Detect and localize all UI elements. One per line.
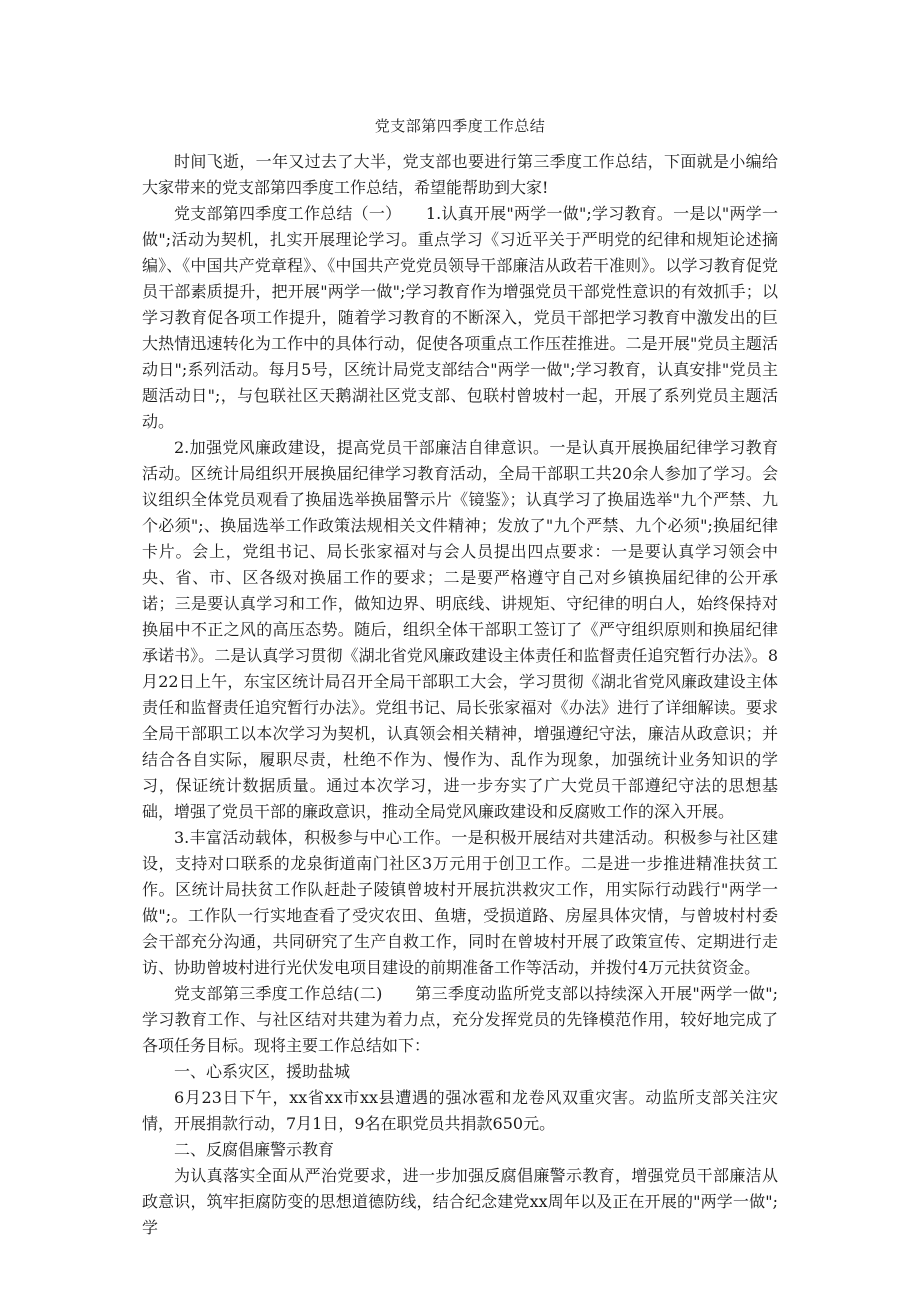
paragraph-section-2: 为认真落实全面从严治党要求，进一步加强反腐倡廉警示教育，增强党员干部廉洁从政意识，筑牢拒腐防变的思想道德防线，结合纪念建党xx周年以及正在开展的"两学一做";学 [142, 1166, 778, 1237]
document-title: 党支部第四季度工作总结 [374, 117, 546, 135]
paragraph-section-1: 6月23日下午，xx省xx市xx县遭遇的强冰雹和龙卷风双重灾害。动监所支部关注灾情，开展捐款行动，7月1日，9名在职党员共捐款650元。 [142, 1088, 778, 1133]
paragraph-summary-two-intro: 党支部第三季度工作总结(二) 第三季度动监所党支部以持续深入开展"两学一做";学习教育工作、与社区结对共建为着力点，充分发挥党员的先锋模范作用，较好地完成了各项任务目标。现将主要工作总结如下： [142, 984, 778, 1055]
section-heading-1: 一、心系灾区，援助盐城 [174, 1062, 351, 1081]
paragraph-summary-one-item-1: 党支部第四季度工作总结（一） 1.认真开展"两学一做";学习教育。一是以"两学一做";活动为契机，扎实开展理论学习。重点学习《习近平关于严明党的纪律和规矩论述摘编》、《中国共产党章程》、《中国共产党党员领导干部廉洁从政若干准则》。以学习教育促党员干部素质提升，把开展"两学一做";学习教育作为增强党员干部党性意识的有效抓手；以学习教育促各项工作提升，随着学习教育的不断深入，党员干部把学习教育中激发出的巨大热情迅速转化为工作中的具体行动，促使各项重点工作压茬推进。二是开展"党员主题活动日";系列活动。每月5号，区统计局党支部结合"两学一做";学习教育，认真安排"党员主题活动日";，与包联社区天鹅湖社区党支部、包联村曾坡村一起，开展了系列党员主题活动。 [142, 204, 778, 431]
paragraph-item-3: 3.丰富活动载体，积极参与中心工作。一是积极开展结对共建活动。积极参与社区建设，支持对口联系的龙泉街道南门社区3万元用于创卫工作。二是进一步推进精准扶贫工作。区统计局扶贫工作队赶赴子陵镇曾坡村开展抗洪救灾工作，用实际行动践行"两学一做";。工作队一行实地查看了受灾农田、鱼塘，受损道路、房屋具体灾情，与曾坡村村委会干部充分沟通，共同研究了生产自救工作，同时在曾坡村开展了政策宣传、定期进行走访、协助曾坡村进行光伏发电项目建设的前期准备工作等活动，并拨付4万元扶贫资金。 [142, 828, 778, 977]
paragraph-intro: 时间飞逝，一年又过去了大半，党支部也要进行第三季度工作总结，下面就是小编给大家带来的党支部第四季度工作总结，希望能帮助到大家! [142, 152, 778, 197]
paragraph-item-2: 2.加强党风廉政建设，提高党员干部廉洁自律意识。一是认真开展换届纪律学习教育活动。区统计局组织开展换届纪律学习教育活动，全局干部职工共20余人参加了学习。会议组织全体党员观看了换届选举换届警示片《镜鉴》；认真学习了换届选举"九个严禁、九个必须";、换届选举工作政策法规相关文件精神；发放了"九个严禁、九个必须";换届纪律卡片。会上，党组书记、局长张家福对与会人员提出四点要求：一是要认真学习领会中央、省、市、区各级对换届工作的要求；二是要严格遵守自己对乡镇换届纪律的公开承诺；三是要认真学习和工作，做知边界、明底线、讲规矩、守纪律的明白人，始终保持对换届中不正之风的高压态势。随后，组织全体干部职工签订了《严守组织原则和换届纪律承诺书》。二是认真学习贯彻《湖北省党风廉政建设主体责任和监督责任追究暂行办法》。8月22日上午，东宝区统计局召开全局干部职工大会，学习贯彻《湖北省党风廉政建设主体责任和监督责任追究暂行办法》。党组书记、局长张家福对《办法》进行了详细解读。要求全局干部职工以本次学习为契机，认真领会相关精神，增强遵纪守法，廉洁从政意识；并结合各自实际，履职尽责，杜绝不作为、慢作为、乱作为现象，加强统计业务知识的学习，保证统计数据质量。通过本次学习，进一步夯实了广大党员干部遵纪守法的思想基础，增强了党员干部的廉政意识，推动全局党风廉政建设和反腐败工作的深入开展。 [142, 438, 778, 821]
document-body [142, 149, 778, 1241]
section-heading-2: 二、反腐倡廉警示教育 [174, 1140, 335, 1159]
